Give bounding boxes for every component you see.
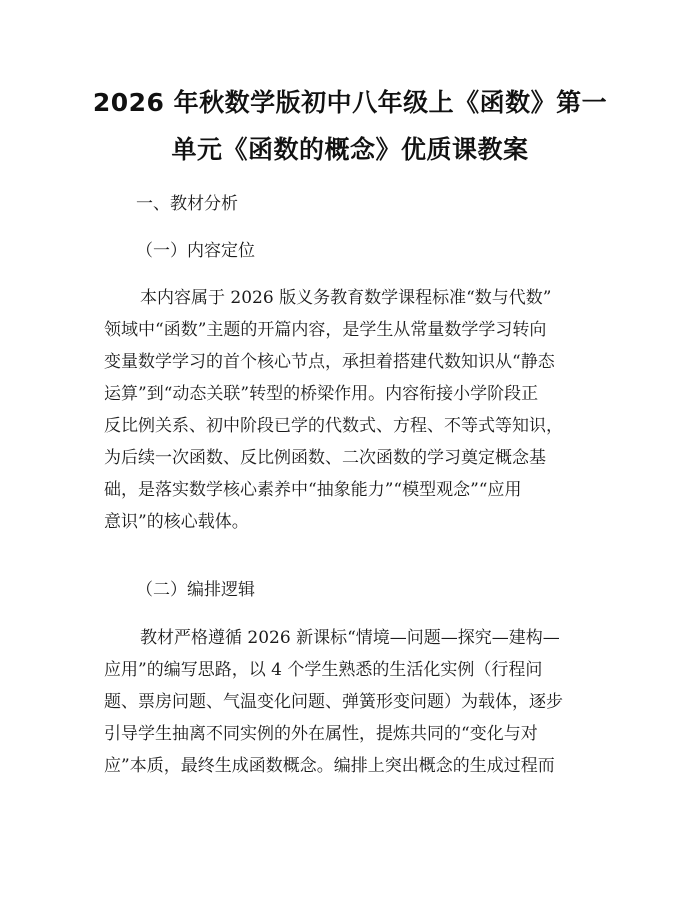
paragraph-line: 题、票房问题、气温变化问题、弹簧形变问题）为载体，逐步 (104, 692, 563, 712)
paragraph-line: 反比例关系、初中阶段已学的代数式、方程、不等式等知识， (104, 416, 563, 436)
paragraph-line: 为后续一次函数、反比例函数、二次函数的学习奠定概念基 (104, 448, 546, 468)
paragraph-line: 意识”的核心载体。 (104, 512, 249, 532)
paragraph-line: 应”本质，最终生成函数概念。编排上突出概念的生成过程而 (104, 756, 555, 776)
paragraph-line: 本内容属于 2026 版义务教育数学课程标准“数与代数” (140, 288, 552, 308)
paragraph-line: 引导学生抽离不同实例的外在属性，提炼共同的“变化与对 (104, 724, 538, 744)
paragraph-line: 变量数学学习的首个核心节点，承担着搭建代数知识从“静态 (104, 352, 555, 372)
paragraph-line: 应用”的编写思路，以 4 个学生熟悉的生活化实例（行程问 (104, 660, 543, 680)
subsection-heading-content-positioning: （一）内容定位 (136, 241, 255, 261)
subsection-heading-arrangement-logic: （二）编排逻辑 (136, 580, 255, 600)
document-title-line-1: 2026 年秋数学版初中八年级上《函数》第一 (92, 88, 608, 117)
paragraph-line: 础，是落实数学核心素养中“抽象能力”“模型观念”“应用 (104, 480, 522, 500)
paragraph-line: 领域中“函数”主题的开篇内容，是学生从常量数学学习转向 (104, 320, 547, 340)
paragraph-line: 运算”到“动态关联”转型的桥梁作用。内容衔接小学阶段正 (104, 384, 539, 404)
section-heading-teaching-material-analysis: 一、教材分析 (136, 194, 238, 214)
paragraph-line: 教材严格遵循 2026 新课标“情境—问题—探究—建构— (140, 628, 560, 648)
document-title-line-2: 单元《函数的概念》优质课教案 (171, 135, 529, 164)
